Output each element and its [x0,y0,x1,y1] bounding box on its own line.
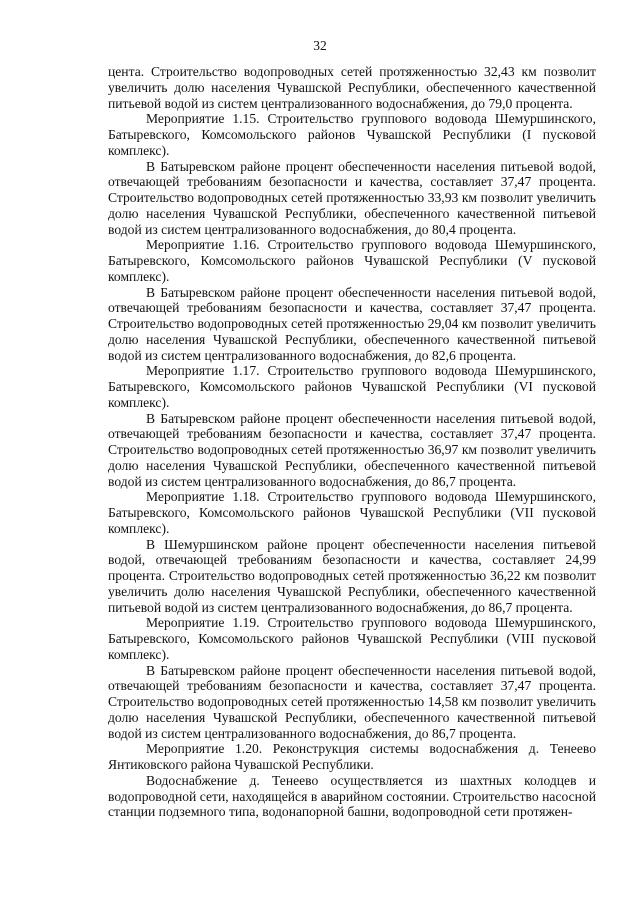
paragraph: Мероприятие 1.16. Строительство группового водовода Шемуршинского, Батыревского, Комсомольского районов Чувашской Республики (V пусковой комплекс). [108,237,596,284]
paragraph: Водоснабжение д. Тенеево осуществляется из шахтных колодцев и водопроводной сети, находящейся в аварийном состоянии. Строительство насосной станции подземного типа, водонапорной башни, водопроводной сети протяжен- [108,772,596,820]
continued-paragraph: цента. Строительство водопроводных сетей протяженностью 32,43 км позволит увеличить долю населения Чувашской Республики, обеспеченного качественной питьевой водой из систем централизованного водоснабжения, до 79,0 процента. [108,64,596,111]
paragraph: Мероприятие 1.18. Строительство группового водовода Шемуршинского, Батыревского, Комсомольского районов Чувашской Республики (VII пусковой комплекс). [108,489,596,536]
paragraph: В Батыревском районе процент обеспеченности населения питьевой водой, отвечающей требованиям безопасности и качества, составляет 37,47 процента. Строительство водопроводных сетей протяженностью 33,93 км позволит увеличить долю населения Чувашской Республики, обеспеченного качественной питьевой водой из систем централизованного водоснабжения, до 80,4 процента. [108,158,596,237]
paragraph: Мероприятие 1.20. Реконструкция системы водоснабжения д. Тенеево Янтиковского района Чувашской Республики. [108,741,596,772]
paragraph: В Батыревском районе процент обеспеченности населения питьевой водой, отвечающей требованиям безопасности и качества, составляет 37,47 процента. Строительство водопроводных сетей протяженностью 29,04 км позволит увеличить долю населения Чувашской Республики, обеспеченного качественной питьевой водой из систем централизованного водоснабжения, до 82,6 процента. [108,284,596,363]
paragraph: Мероприятие 1.15. Строительство группового водовода Шемуршинского, Батыревского, Комсомольского районов Чувашской Республики (I пусковой комплекс). [108,111,596,158]
paragraph: Мероприятие 1.19. Строительство группового водовода Шемуршинского, Батыревского, Комсомольского районов Чувашской Республики (VIII пусковой комплекс). [108,615,596,662]
paragraph: В Шемуршинском районе процент обеспеченности населения питьевой водой, отвечающей требованиям безопасности и качества, составляет 24,99 процента. Строительство водопроводных сетей протяженностью 36,22 км позволит увеличить долю населения Чувашской Республики, обеспеченного качественной питьевой водой из систем централизованного водоснабжения, до 86,7 процента. [108,536,596,615]
paragraph: Мероприятие 1.17. Строительство группового водовода Шемуршинского, Батыревского, Комсомольского районов Чувашской Республики (VI пусковой комплекс). [108,363,596,410]
paragraph: В Батыревском районе процент обеспеченности населения питьевой водой, отвечающей требованиям безопасности и качества, составляет 37,47 процента. Строительство водопроводных сетей протяженностью 36,97 км позволит увеличить долю населения Чувашской Республики, обеспеченного качественной питьевой водой из систем централизованного водоснабжения, до 86,7 процента. [108,410,596,489]
page-number: 32 [313,38,327,53]
paragraph: В Батыревском районе процент обеспеченности населения питьевой водой, отвечающей требованиям безопасности и качества, составляет 37,47 процента. Строительство водопроводных сетей протяженностью 14,58 км позволит увеличить долю населения Чувашской Республики, обеспеченного качественной питьевой водой из систем централизованного водоснабжения, до 86,7 процента. [108,662,596,741]
document-body [108,64,596,820]
